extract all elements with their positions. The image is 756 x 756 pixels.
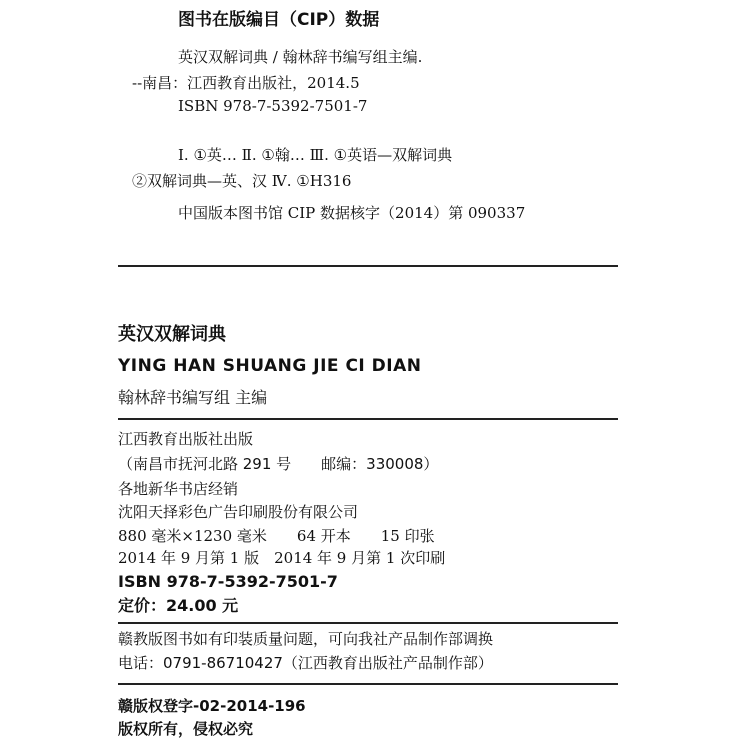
cip-line-2: --南昌：江西教育出版社，2014.5 [132, 74, 360, 92]
copyright-rights: 版权所有，侵权必究 [118, 720, 254, 738]
cip-line-6: 中国版本图书馆 CIP 数据核字（2014）第 090337 [178, 204, 526, 222]
divider-notice [118, 622, 618, 624]
book-editor: 翰林辞书编写组 主编 [118, 388, 268, 407]
cip-header: 图书在版编目（CIP）数据 [178, 10, 380, 30]
book-format: 880 毫米×1230 毫米 64 开本 15 印张 [118, 527, 435, 545]
publisher: 江西教育出版社出版 [118, 430, 254, 448]
publisher-address: （南昌市抚河北路 291 号 邮编：330008） [118, 455, 439, 473]
divider-top [118, 265, 618, 267]
edition-info: 2014 年 9 月第 1 版 2014 年 9 月第 1 次印刷 [118, 549, 446, 567]
copyright-registration: 赣版权登字-02-2014-196 [118, 697, 306, 715]
price: 定价：24.00 元 [118, 596, 239, 615]
cip-line-1: 英汉双解词典 / 翰林辞书编写组主编. [178, 48, 423, 66]
contact-phone: 电话：0791-86710427（江西教育出版社产品制作部） [118, 654, 493, 672]
isbn: ISBN 978-7-5392-7501-7 [118, 572, 338, 591]
cip-line-4: Ⅰ. ①英… Ⅱ. ①翰… Ⅲ. ①英语—双解词典 [178, 146, 453, 164]
printer: 沈阳天择彩色广告印刷股份有限公司 [118, 503, 359, 521]
quality-notice: 赣教版图书如有印装质量问题，可向我社产品制作部调换 [118, 630, 494, 648]
divider-bottom [118, 683, 618, 685]
cip-line-5: ②双解词典—英、汉 Ⅳ. ①H316 [132, 172, 352, 190]
divider-title [118, 418, 618, 420]
cip-line-3: ISBN 978-7-5392-7501-7 [178, 97, 368, 115]
distributor: 各地新华书店经销 [118, 480, 239, 498]
book-title-pinyin: YING HAN SHUANG JIE CI DIAN [118, 356, 422, 376]
book-title: 英汉双解词典 [118, 324, 226, 345]
